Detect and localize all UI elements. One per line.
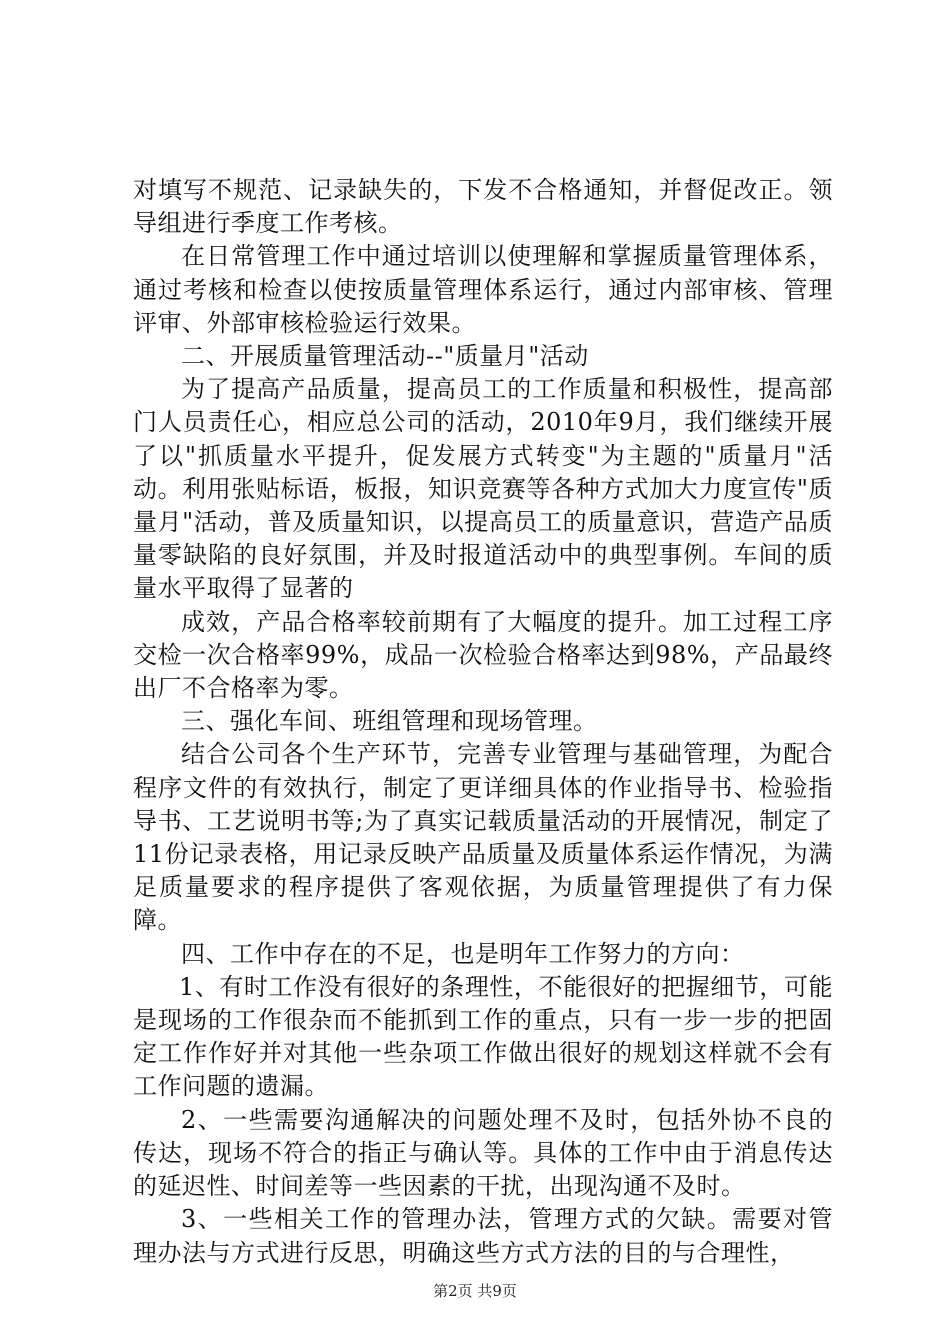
list-item-1: 1、有时工作没有很好的条理性，不能很好的把握细节，可能是现场的工作很杂而不能抓到工作的重点，只有一步一步的把固定工作作好并对其他一些杂项工作做出很好的规划这样就不会有工作问题的遗漏。 — [133, 972, 833, 1101]
list-item-2: 2、一些需要沟通解决的问题处理不及时，包括外协不良的传达，现场不符合的指正与确认等。具体的工作中由于消息传达的延迟性、时间差等一些因素的干扰，出现沟通不及时。 — [133, 1105, 833, 1201]
section-heading-2: 二、开展质量管理活动--"质量月"活动 — [181, 342, 589, 371]
paragraph-1: 对填写不规范、记录缺失的，下发不合格通知，并督促改正。领导组进行季度工作考核。 — [133, 176, 833, 238]
list-item-3: 3、一些相关工作的管理办法，管理方式的欠缺。需要对管理办法与方式进行反思，明确这些方式方法的目的与合理性， — [133, 1205, 833, 1267]
paragraph-4: 成效，产品合格率较前期有了大幅度的提升。加工过程工序交检一次合格率99%，成品一次检验合格率达到98%，产品最终出厂不合格率为零。 — [133, 607, 833, 703]
paragraph-3: 为了提高产品质量，提高员工的工作质量和积极性，提高部门人员责任心，相应总公司的活动，2010年9月，我们继续开展了以"抓质量水平提升，促发展方式转变"为主题的"质量月"活动。利用张贴标语，板报，知识竞赛等各种方式加大力度宣传"质量月"活动，普及质量知识，以提高员工的质量意识，营造产品质量零缺陷的良好氛围，并及时报道活动中的典型事例。车间的质量水平取得了显著的 — [133, 375, 833, 603]
paragraph-5: 结合公司各个生产环节，完善专业管理与基础管理，为配合程序文件的有效执行，制定了更详细具体的作业指导书、检验指导书、工艺说明书等;为了真实记载质量活动的开展情况，制定了11份记录表格，用记录反映产品质量及质量体系运作情况，为满足质量要求的程序提供了客观依据，为质量管理提供了有力保障。 — [133, 740, 833, 935]
document-body — [133, 174, 833, 1270]
page-footer: 第2页 共9页 — [433, 1282, 517, 1300]
section-heading-3: 三、强化车间、班组管理和现场管理。 — [181, 707, 598, 736]
paragraph-2: 在日常管理工作中通过培训以使理解和掌握质量管理体系，通过考核和检查以使按质量管理体系运行，通过内部审核、管理评审、外部审核检验运行效果。 — [133, 242, 833, 337]
section-heading-4: 四、工作中存在的不足，也是明年工作努力的方向： — [181, 939, 745, 968]
